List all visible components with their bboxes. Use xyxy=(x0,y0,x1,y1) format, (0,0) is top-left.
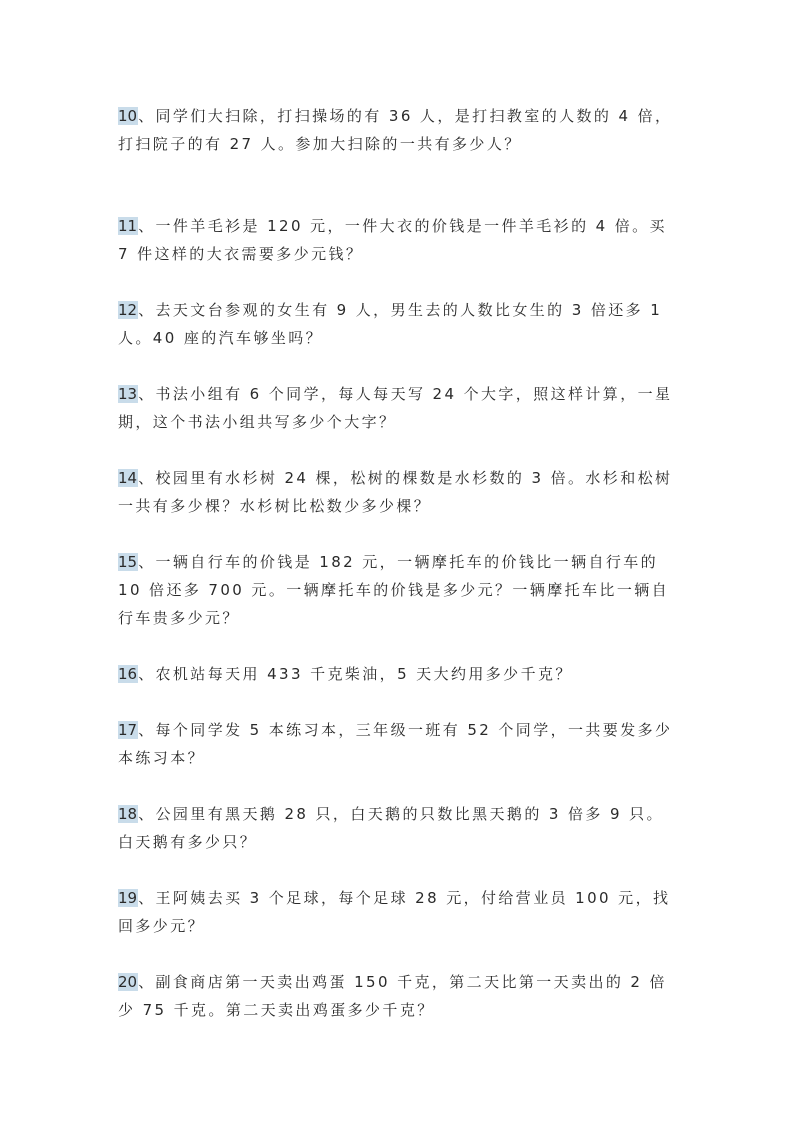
question-19 xyxy=(118,884,678,940)
separator: 、 xyxy=(138,301,156,319)
separator: 、 xyxy=(138,805,156,823)
question-text: 书法小组有 6 个同学，每人每天写 24 个大字，照这样计算，一星期，这个书法小组共写多少个大字？ xyxy=(118,385,673,431)
question-text: 一件羊毛衫是 120 元，一件大衣的价钱是一件羊毛衫的 4 倍。买 7 件这样的大衣需要多少元钱？ xyxy=(118,217,667,263)
question-number: 13 xyxy=(118,385,138,403)
question-10 xyxy=(118,102,678,158)
question-text: 校园里有水杉树 24 棵，松树的棵数是水杉数的 3 倍。水杉和松树一共有多少棵？水杉树比松数少多少棵？ xyxy=(118,469,673,515)
question-number: 11 xyxy=(118,217,138,235)
question-text: 副食商店第一天卖出鸡蛋 150 千克，第二天比第一天卖出的 2 倍少 75 千克。第二天卖出鸡蛋多少千克？ xyxy=(118,973,667,1019)
question-text: 每个同学发 5 本练习本，三年级一班有 52 个同学，一共要发多少本练习本？ xyxy=(118,721,673,767)
question-number: 10 xyxy=(118,107,138,125)
question-text: 一辆自行车的价钱是 182 元，一辆摩托车的价钱比一辆自行车的 10 倍还多 700 元。一辆摩托车的价钱是多少元？一辆摩托车比一辆自行车贵多少元？ xyxy=(118,553,670,627)
question-14 xyxy=(118,464,678,520)
separator: 、 xyxy=(138,973,156,991)
separator: 、 xyxy=(138,217,156,235)
question-number: 20 xyxy=(118,973,138,991)
question-number: 14 xyxy=(118,469,138,487)
question-text: 同学们大扫除，打扫操场的有 36 人，是打扫教室的人数的 4 倍，打扫院子的有 27 人。参加大扫除的一共有多少人？ xyxy=(118,107,673,153)
separator: 、 xyxy=(138,665,156,683)
separator: 、 xyxy=(138,889,156,907)
separator: 、 xyxy=(138,385,156,403)
separator: 、 xyxy=(138,107,156,125)
question-text: 王阿姨去买 3 个足球，每个足球 28 元，付给营业员 100 元，找回多少元？ xyxy=(118,889,671,935)
separator: 、 xyxy=(138,469,156,487)
question-18 xyxy=(118,800,678,856)
question-number: 15 xyxy=(118,553,138,571)
question-number: 17 xyxy=(118,721,138,739)
question-text: 农机站每天用 433 千克柴油，5 天大约用多少千克？ xyxy=(155,665,573,683)
question-12 xyxy=(118,296,678,352)
separator: 、 xyxy=(138,721,156,739)
separator: 、 xyxy=(138,553,156,571)
question-text: 公园里有黑天鹅 28 只，白天鹅的只数比黑天鹅的 3 倍多 9 只。白天鹅有多少只？ xyxy=(118,805,664,851)
question-text: 去天文台参观的女生有 9 人，男生去的人数比女生的 3 倍还多 1 人。40 座的汽车够坐吗？ xyxy=(118,301,663,347)
question-number: 19 xyxy=(118,889,138,907)
question-11 xyxy=(118,212,678,268)
question-16 xyxy=(118,660,678,688)
question-15 xyxy=(118,548,678,632)
question-17 xyxy=(118,716,678,772)
question-number: 12 xyxy=(118,301,138,319)
question-20 xyxy=(118,968,678,1024)
question-number: 18 xyxy=(118,805,138,823)
question-13 xyxy=(118,380,678,436)
question-number: 16 xyxy=(118,665,138,683)
